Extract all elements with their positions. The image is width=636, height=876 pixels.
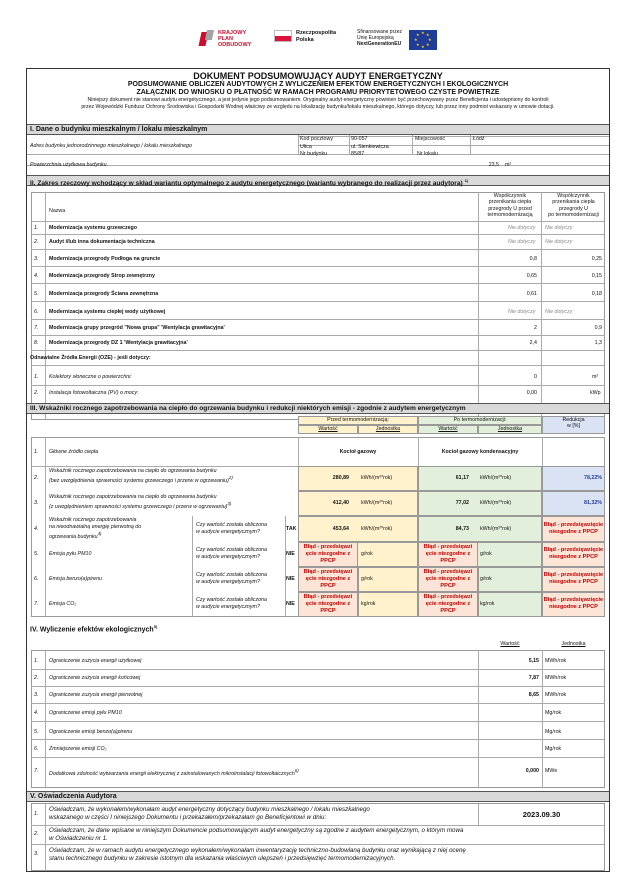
- logo-strip: [0, 26, 636, 56]
- row-label: Emisja benzo(a)pirenu: [49, 576, 102, 582]
- statement-line: Oświadczam, że w ramach audytu energetycznego wykonałem/wykonałam inwentaryzację techniczno-budowlaną budynku oraz wynikającą z niej ocenę: [49, 847, 466, 854]
- row-no: 4.: [34, 273, 39, 279]
- polish-flag-icon: [274, 30, 292, 42]
- row-name: Modernizacja systemu grzewczego: [49, 225, 138, 231]
- row-no: 3.: [34, 692, 39, 698]
- building-no-label: Nr budynku: [300, 151, 328, 157]
- area-value: 23,5: [488, 162, 499, 168]
- s3-after-val-head: Wartość: [438, 426, 458, 432]
- doc-title: DOKUMENT PODSUMOWUJĄCY AUDYT ENERGETYCZNY: [193, 71, 443, 81]
- error-line: Błąd - przedsięwzi: [423, 544, 473, 550]
- r4-reduction-error: [542, 522, 605, 536]
- error-line: PPCP: [440, 583, 456, 589]
- row-no: 5.: [34, 291, 39, 297]
- row-no: 2.: [34, 675, 39, 681]
- row-no: 1.: [34, 658, 39, 664]
- row-name: Modernizacja przegrody Ściana zewnętrzna: [49, 291, 159, 297]
- row-label-2-text: (bez uwzględnienia sprawności systemu grzewczego i przerw w ogrzewaniu): [49, 477, 229, 484]
- row-before: 2,4: [529, 340, 537, 346]
- footnote-ref: 2): [228, 475, 233, 480]
- after-error: [418, 594, 478, 615]
- row-no: 6.: [34, 746, 39, 752]
- row-label-1: Wskaźnik rocznego zapotrzebowania: [49, 517, 137, 523]
- rp-line: Polska: [296, 36, 314, 43]
- answer-nie: NIE: [286, 576, 295, 582]
- audit-date: 2023.09.30: [522, 810, 561, 819]
- row-label: Ograniczenie zużycia energii końcowej: [49, 675, 141, 681]
- heat-source-after: Kocioł gazowy kondensacyjny: [441, 449, 519, 455]
- row-name: Modernizacja przegrody Podłoga na gruncie: [49, 256, 161, 262]
- statement-line: Oświadczam, że wykonałem/wykonałam audyt energetyczny dotyczący budynku mieszkalnego / lokalu mieszkalnego: [49, 806, 370, 813]
- kpo-line: KRAJOWY: [218, 30, 247, 36]
- r2-reduction: 78,22%: [584, 475, 602, 481]
- r3-reduction: 81,32%: [584, 500, 602, 506]
- r3-after: 77,02: [455, 500, 469, 506]
- statement-no: 1.: [34, 811, 39, 817]
- error-line: niezgodne z PPCP: [549, 529, 598, 535]
- statement-line: wskazanego w części I niniejszego Dokumentu i przekazałem/przekazałam go Beneficjentowi w dniu:: [49, 813, 327, 821]
- emission-unit-after: g/rok: [480, 551, 492, 557]
- row-label-1: Wskaźnik rocznego zapotrzebowania na ciepło do ogrzewania budynku: [49, 468, 217, 474]
- red-head-line: Redukcja: [562, 417, 585, 423]
- question-1: Czy wartość została obliczona: [196, 522, 267, 528]
- street-label: Ulica: [300, 144, 312, 150]
- row-unit: MWh/rok: [545, 658, 567, 664]
- error-line: PPCP: [320, 583, 336, 589]
- header-line: Współczynnik: [557, 193, 590, 199]
- row-label: [49, 768, 299, 777]
- question-2: w audycie energetycznym?: [196, 604, 260, 610]
- s3-before-val-head: Wartość: [318, 426, 338, 432]
- eu-flag-icon: ★ ★ ★ ★ ★ ★ ★ ★: [409, 30, 437, 50]
- row-before: 0,61: [526, 291, 537, 297]
- row-label: Ograniczenie zużycia energii użytkowej: [49, 658, 142, 664]
- error-line: PPCP: [440, 558, 456, 564]
- row-before: Nie dotyczy: [508, 225, 536, 231]
- footnote-ref: 5): [153, 624, 158, 629]
- section-4-title-text: IV. Wyliczenie efektów ekologicznych: [30, 626, 154, 634]
- row-no: 1.: [34, 225, 39, 231]
- error-line: ęcie niezgodne z: [305, 551, 351, 557]
- error-line: ęcie niezgodne z: [425, 601, 471, 607]
- row-no: 2.: [34, 239, 39, 245]
- row-no: 7.: [34, 601, 39, 607]
- oze-no: 1.: [34, 374, 39, 380]
- error-line: Błąd - przedsięwzi: [303, 544, 353, 550]
- header-line: przenikania ciepła: [488, 199, 532, 206]
- before-error: [298, 594, 358, 615]
- question-2: w audycie energetycznym?: [196, 579, 260, 585]
- section-1-title: I. Dane o budynku mieszkalnym / lokalu mieszkalnym: [27, 124, 609, 135]
- error-line: niezgodne z PPCP: [549, 554, 598, 560]
- rp-logo: [274, 30, 336, 43]
- area-unit: m²: [505, 162, 512, 168]
- question-1: Czy wartość została obliczona: [196, 547, 267, 553]
- error-line: ęcie niezgodne z: [425, 576, 471, 582]
- row-before: 0,65: [526, 273, 537, 279]
- error-line: niezgodne z PPCP: [549, 604, 598, 610]
- row-label: Zmniejszenie emisji CO₂: [49, 746, 107, 752]
- question-1: Czy wartość została obliczona: [196, 597, 267, 603]
- row-unit: Mg/rok: [545, 710, 562, 716]
- row-label: Ograniczenie emisji pyłu PM10: [49, 710, 122, 716]
- row-no: 6.: [34, 309, 39, 315]
- doc-subtitle: ZAŁĄCZNIK DO WNIOSKU O PŁATNOŚĆ W RAMACH PROGRAMU PRIORYTETOWEGO CZYSTE POWIETRZE: [136, 89, 500, 96]
- row-after: Nie dotyczy: [545, 225, 573, 231]
- oze-unit: kWp: [590, 390, 601, 396]
- s2-col-before: [479, 193, 541, 219]
- emission-unit-after: g/rok: [480, 576, 492, 582]
- s4-val-head: Wartość: [500, 641, 520, 647]
- row-label-3: [49, 531, 102, 540]
- oze-value: 0: [534, 374, 537, 380]
- answer-nie: NIE: [286, 551, 295, 557]
- doc-note: przez Wojewódzki Fundusz Ochrony Środowiska i Gospodarki Wodnej właściwy ze względu na lokalizację budynku/lokalu mieszkalnego, którego dotyczy, lub przez inny podmiot wskazany w umowie dotacji.: [81, 103, 555, 110]
- statement-no: 2.: [34, 831, 39, 837]
- oze-value: 0,00: [526, 390, 537, 396]
- emission-unit: kg/rok: [361, 601, 376, 607]
- row-no: 7.: [34, 325, 39, 331]
- row-before: 2: [534, 325, 537, 331]
- r4-unit: kWh/(m²*rok): [361, 526, 393, 532]
- eu-logo-text: [357, 29, 402, 47]
- error-line: Błąd - przedsięwzięcie: [543, 522, 604, 528]
- error-line: Błąd - przedsięwzi: [303, 594, 353, 600]
- section-5-title: V. Oświadczenia Audytora: [27, 791, 609, 802]
- s2-col-name: Nazwa: [49, 208, 66, 214]
- doc-note: Niniejszy dokument nie stanowi audytu energetycznego, a jest jedynie jego podsumowaniem. Oryginalny audyt energetyczny powinien być przechowywany przez Beneficjenta i udostępniony do kontroli: [87, 97, 549, 103]
- section-3-title: III. Wskaźniki rocznego zapotrzebowania na ciepło do ogrzewania budynku i redukcji niektórych emisji - zgodnie z audytem energetycznym: [27, 403, 609, 414]
- header-line: przegrody U przed: [488, 205, 532, 212]
- row-before: 0,8: [529, 256, 537, 262]
- header-line: termomodernizacją: [487, 212, 533, 219]
- r3-unit-after: kWh/(m²*rok): [480, 500, 512, 506]
- r2-unit-after: kWh/(m²*rok): [480, 475, 512, 481]
- row-label: Ograniczenie zużycia energii pierwotnej: [49, 692, 143, 698]
- row-value: 0,000: [525, 768, 539, 774]
- r3-before: 412,40: [332, 500, 349, 506]
- row-label-2-text: (z uwzględnieniem sprawności systemu grzewczego i przerw w ogrzewaniu): [49, 503, 228, 510]
- row-after: 0,25: [591, 256, 602, 262]
- city-label: Miejscowość: [415, 136, 446, 142]
- row-after: Nie dotyczy: [545, 309, 573, 315]
- section-4-title: [27, 622, 609, 633]
- row-unit: MWh/rok: [545, 692, 567, 698]
- row-label-2: [49, 475, 233, 484]
- before-error: [298, 569, 358, 590]
- row-no: 5.: [34, 551, 39, 557]
- s4-unit-head: Jednostka: [561, 641, 586, 647]
- row-no: 1.: [34, 449, 39, 455]
- oze-no: 2.: [34, 390, 39, 396]
- statement-2: [49, 827, 463, 842]
- error-line: PPCP: [320, 608, 336, 614]
- area-label: Powierzchnia użytkowa budynku: [30, 162, 107, 168]
- header-line: przenikania ciepła: [552, 199, 595, 206]
- question-2: w audycie energetycznym?: [196, 529, 260, 535]
- statement-3: [49, 847, 466, 862]
- after-error: [418, 569, 478, 590]
- row-label-1: Wskaźnik rocznego zapotrzebowania na ciepło do ogrzewania budynku: [49, 494, 217, 500]
- row-no: 3.: [34, 256, 39, 262]
- row-after: 0,15: [591, 273, 602, 279]
- row-no: 4.: [34, 526, 39, 532]
- row-no: 5.: [34, 729, 39, 735]
- row-unit: MWh/rok: [545, 675, 567, 681]
- question-2: w audycie energetycznym?: [196, 554, 260, 560]
- statement-1: [49, 806, 370, 821]
- row-label: Emisja CO₂: [49, 601, 77, 607]
- s3-before-unit-head: Jednostka: [375, 426, 401, 432]
- row-label: Emisja pyłu PM10: [49, 551, 92, 557]
- r2-unit: kWh/(m²*rok): [361, 475, 393, 481]
- oze-title: Odnawialne Źródła Energii (OZE) - jeśli dotyczy:: [30, 355, 151, 361]
- error-line: Błąd - przedsięwzięcie: [543, 597, 604, 603]
- row-label: Główne źródło ciepła: [49, 449, 99, 455]
- row-no: 2.: [34, 475, 39, 481]
- statement-no: 3.: [34, 851, 39, 857]
- row-before: Nie dotyczy: [508, 309, 536, 315]
- error-line: Błąd - przedsięwzięcie: [543, 547, 604, 553]
- header-line: Współczynnik: [493, 193, 527, 199]
- r3-unit: kWh/(m²*rok): [361, 500, 393, 506]
- error-line: Błąd - przedsięwzi: [423, 569, 473, 575]
- row-label-text: Dodatkowa zdolność wytwarzania energii elektrycznej z zainstalowanych mikroinstalacji fotowoltaicznych: [49, 770, 295, 777]
- r4-before: 453,64: [332, 526, 349, 532]
- row-before: Nie dotyczy: [508, 239, 536, 245]
- answer-tak: TAK: [286, 526, 297, 532]
- reduction-error: [542, 572, 605, 586]
- row-label-2: na nieodnawialną energię pierwotną do: [49, 524, 142, 530]
- building-no-value: 85/87: [351, 151, 365, 157]
- r4-after: 84,73: [455, 526, 469, 532]
- s3-after-unit-head: Jednostka: [497, 426, 523, 432]
- document: [26, 68, 610, 872]
- after-error: [418, 544, 478, 565]
- oze-name: Kolektory słoneczne o powierzchni:: [49, 374, 132, 380]
- s3-red-head: [542, 417, 605, 430]
- row-value: 7,87: [528, 675, 539, 681]
- reduction-error: [542, 547, 605, 561]
- oze-name: Instalacja fotowoltaiczna (PV) o mocy:: [49, 390, 139, 396]
- header-line: po termomodernizacji: [548, 212, 599, 219]
- error-line: ęcie niezgodne z: [425, 551, 471, 557]
- section-2-title: [27, 175, 609, 186]
- kpo-line: ODBUDOWY: [218, 42, 252, 48]
- row-unit: MWe: [545, 768, 558, 774]
- before-error: [298, 544, 358, 565]
- error-line: ęcie niezgodne z: [305, 601, 351, 607]
- row-after: Nie dotyczy: [545, 239, 573, 245]
- kpo-line: PLAN: [218, 36, 233, 42]
- street-value: ul. Sienkiewicza: [351, 144, 389, 150]
- doc-subtitle: PODSUMOWANIE OBLICZEŃ AUDYTOWYCH Z WYLICZENIEM EFEKTÓW ENERGETYCZNYCH I EKOLOGICZNYCH: [127, 81, 509, 88]
- r4-unit-after: kWh/(m²*rok): [480, 526, 512, 532]
- postal-code-value: 90-057: [351, 136, 368, 142]
- row-after: 0,9: [594, 325, 602, 331]
- footnote-ref: 1): [464, 178, 469, 183]
- error-line: Błąd - przedsięwzi: [423, 594, 473, 600]
- error-line: niezgodne z PPCP: [549, 579, 598, 585]
- row-name: Modernizacja systemu ciepłej wody użytkowej: [49, 309, 166, 315]
- footnote-ref: 6): [294, 768, 299, 773]
- r2-before: 280,89: [332, 475, 349, 481]
- flat-no-label: Nr lokalu: [417, 151, 438, 157]
- emission-unit-after: kg/rok: [480, 601, 495, 607]
- row-name: Audyt i/lub inna dokumentacja techniczna: [49, 239, 155, 245]
- address-label: Adres budynku jednorodzinnego mieszkalnego / lokalu mieszkalnego: [30, 143, 192, 149]
- row-value: 8,65: [528, 692, 539, 698]
- row-value: 5,15: [528, 658, 539, 664]
- error-line: Błąd - przedsięwzięcie: [543, 572, 604, 578]
- error-line: ęcie niezgodne z: [305, 576, 351, 582]
- error-line: PPCP: [440, 608, 456, 614]
- s3-after-head: Po termomodernizacji:: [453, 417, 507, 423]
- eu-line: NextGenerationEU: [357, 41, 402, 47]
- row-after: 1,3: [594, 340, 602, 346]
- error-line: PPCP: [320, 558, 336, 564]
- reduction-error: [542, 597, 605, 611]
- row-no: 3.: [34, 500, 39, 506]
- statement-line: w Oświadczeniu nr 1.: [49, 834, 108, 842]
- kpo-mark-icon: [200, 30, 214, 48]
- row-no: 7.: [34, 768, 39, 774]
- row-name: Modernizacja grupy przegród "Nowa grupa" 'Wentylacja grawitacyjna': [49, 325, 225, 331]
- s2-col-after: [542, 193, 605, 219]
- red-head-line: w [%]: [567, 423, 580, 430]
- kpo-logo: [200, 30, 251, 48]
- row-label-3-text: ogrzewania budynku: [49, 533, 98, 540]
- section-2-title-text: II. Zakres rzeczowy wchodzący w skład wariantu optymalnego z audytu energetycznego (wariantu wybranego do realizacji przez audytora): [30, 180, 463, 188]
- row-name: Modernizacja przegrody DZ 1 'Wentylacja grawitacyjna': [49, 340, 188, 346]
- row-no: 8.: [34, 340, 39, 346]
- row-label: Ograniczenie emisji benzo(a)pirenu: [49, 729, 133, 735]
- postal-code-label: Kod pocztowy: [300, 136, 333, 142]
- statement-line: stanu technicznego budynku w zakresie istotnym dla wskazania właściwych ulepszeń i przedsięwzięć termomodernizacyjnych.: [49, 854, 396, 862]
- row-no: 6.: [34, 576, 39, 582]
- eu-line: Unię Europejską: [357, 35, 394, 41]
- row-unit: Mg/rok: [545, 729, 562, 735]
- oze-unit: m²: [592, 374, 599, 380]
- statement-line: Oświadczam, że dane wpisane w niniejszym Dokumencie podsumowującym audyt energetyczny są zgodne z audytem energetycznym, o którym mowa: [49, 827, 464, 834]
- emission-unit: g/rok: [361, 551, 373, 557]
- header-line: przegrody U: [559, 205, 588, 212]
- footnote-ref: 4): [97, 531, 102, 536]
- row-no: 4.: [34, 710, 39, 716]
- error-line: Błąd - przedsięwzi: [303, 569, 353, 575]
- eu-line: Sfinansowane przez: [357, 29, 403, 35]
- row-unit: Mg/rok: [545, 746, 562, 752]
- footnote-ref: 3): [227, 501, 232, 506]
- row-name: Modernizacja przegrody Strop zewnętrzny: [49, 273, 155, 279]
- row-after: 0,18: [591, 291, 602, 297]
- row-label-2: [49, 501, 231, 510]
- city-value: Łódź: [473, 136, 485, 142]
- heat-source-before: Kocioł gazowy: [339, 449, 377, 455]
- doc-header: [27, 69, 609, 110]
- s3-before-head: Przed termomodernizacją:: [327, 417, 389, 423]
- emission-unit: g/rok: [361, 576, 373, 582]
- r2-after: 61,17: [455, 475, 469, 481]
- rp-line: Rzeczpospolita: [296, 30, 337, 36]
- question-1: Czy wartość została obliczona: [196, 572, 267, 578]
- answer-nie: NIE: [286, 601, 295, 607]
